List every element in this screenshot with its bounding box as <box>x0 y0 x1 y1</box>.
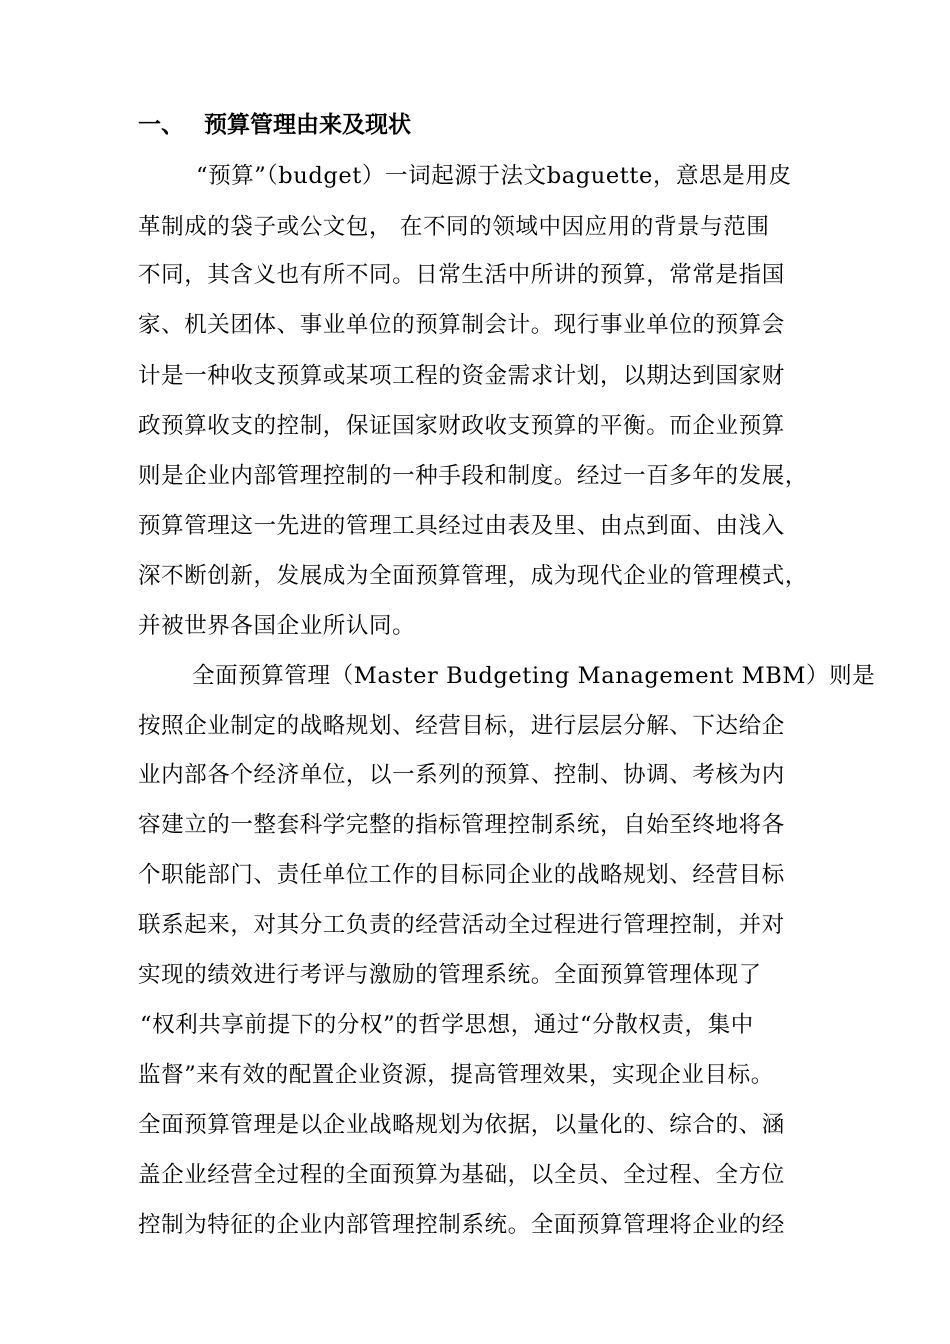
text-line-13: 业内部各个经济单位，以一系列的预算、控制、协调、考核为内 <box>138 762 785 788</box>
text-line-14: 容建立的一整套科学完整的指标管理控制系统，自始至终地将各 <box>138 812 785 838</box>
text-line-21: 盖企业经营全过程的全面预算为基础，以全员、全过程、全方位 <box>138 1162 785 1188</box>
text-line-3: 不同，其含义也有所不同。日常生活中所讲的预算，常常是指国 <box>138 262 785 288</box>
text-line-1: “预算”（budget）一词起源于法文baguette，意思是用皮 <box>196 163 792 189</box>
text-line-6: 政预算收支的控制，保证国家财政收支预算的平衡。而企业预算 <box>138 413 785 439</box>
text-line-2: 革制成的袋子或公文包， 在不同的领域中因应用的背景与范围 <box>138 214 770 240</box>
section-number: 一、 <box>138 112 184 138</box>
text-line-4: 家、机关团体、事业单位的预算制会计。现行事业单位的预算会 <box>138 312 785 338</box>
text-line-10: 并被世界各国企业所认同。 <box>138 613 416 639</box>
text-line-22: 控制为特征的企业内部管理控制系统。全面预算管理将企业的经 <box>138 1212 785 1238</box>
text-line-12: 按照企业制定的战略规划、经营目标，进行层层分解、下达给企 <box>138 713 785 739</box>
section-title: 预算管理由来及现状 <box>204 112 411 138</box>
text-line-11: 全面预算管理（Master Budgeting Management MBM）则是 <box>192 663 876 689</box>
text-line-19: 监督”来有效的配置企业资源，提高管理效果，实现企业目标。 <box>138 1062 774 1088</box>
text-line-9: 深不断创新，发展成为全面预算管理，成为现代企业的管理模式， <box>138 563 808 589</box>
text-line-7: 则是企业内部管理控制的一种手段和制度。经过一百多年的发展， <box>138 463 808 489</box>
section-heading <box>138 106 411 139</box>
text-line-8: 预算管理这一先进的管理工具经过由表及里、由点到面、由浅入 <box>138 513 785 539</box>
text-line-15: 个职能部门、责任单位工作的目标同企业的战略规划、经营目标 <box>138 862 785 888</box>
text-line-17: 实现的绩效进行考评与激励的管理系统。全面预算管理体现了 <box>138 962 762 988</box>
text-line-16: 联系起来，对其分工负责的经营活动全过程进行管理控制，并对 <box>138 912 785 938</box>
text-line-18: “权利共享前提下的分权”的哲学思想，通过“分散权责，集中 <box>140 1012 754 1038</box>
text-line-5: 计是一种收支预算或某项工程的资金需求计划，以期达到国家财 <box>138 363 785 389</box>
text-line-20: 全面预算管理是以企业战略规划为依据，以量化的、综合的、涵 <box>138 1112 785 1138</box>
